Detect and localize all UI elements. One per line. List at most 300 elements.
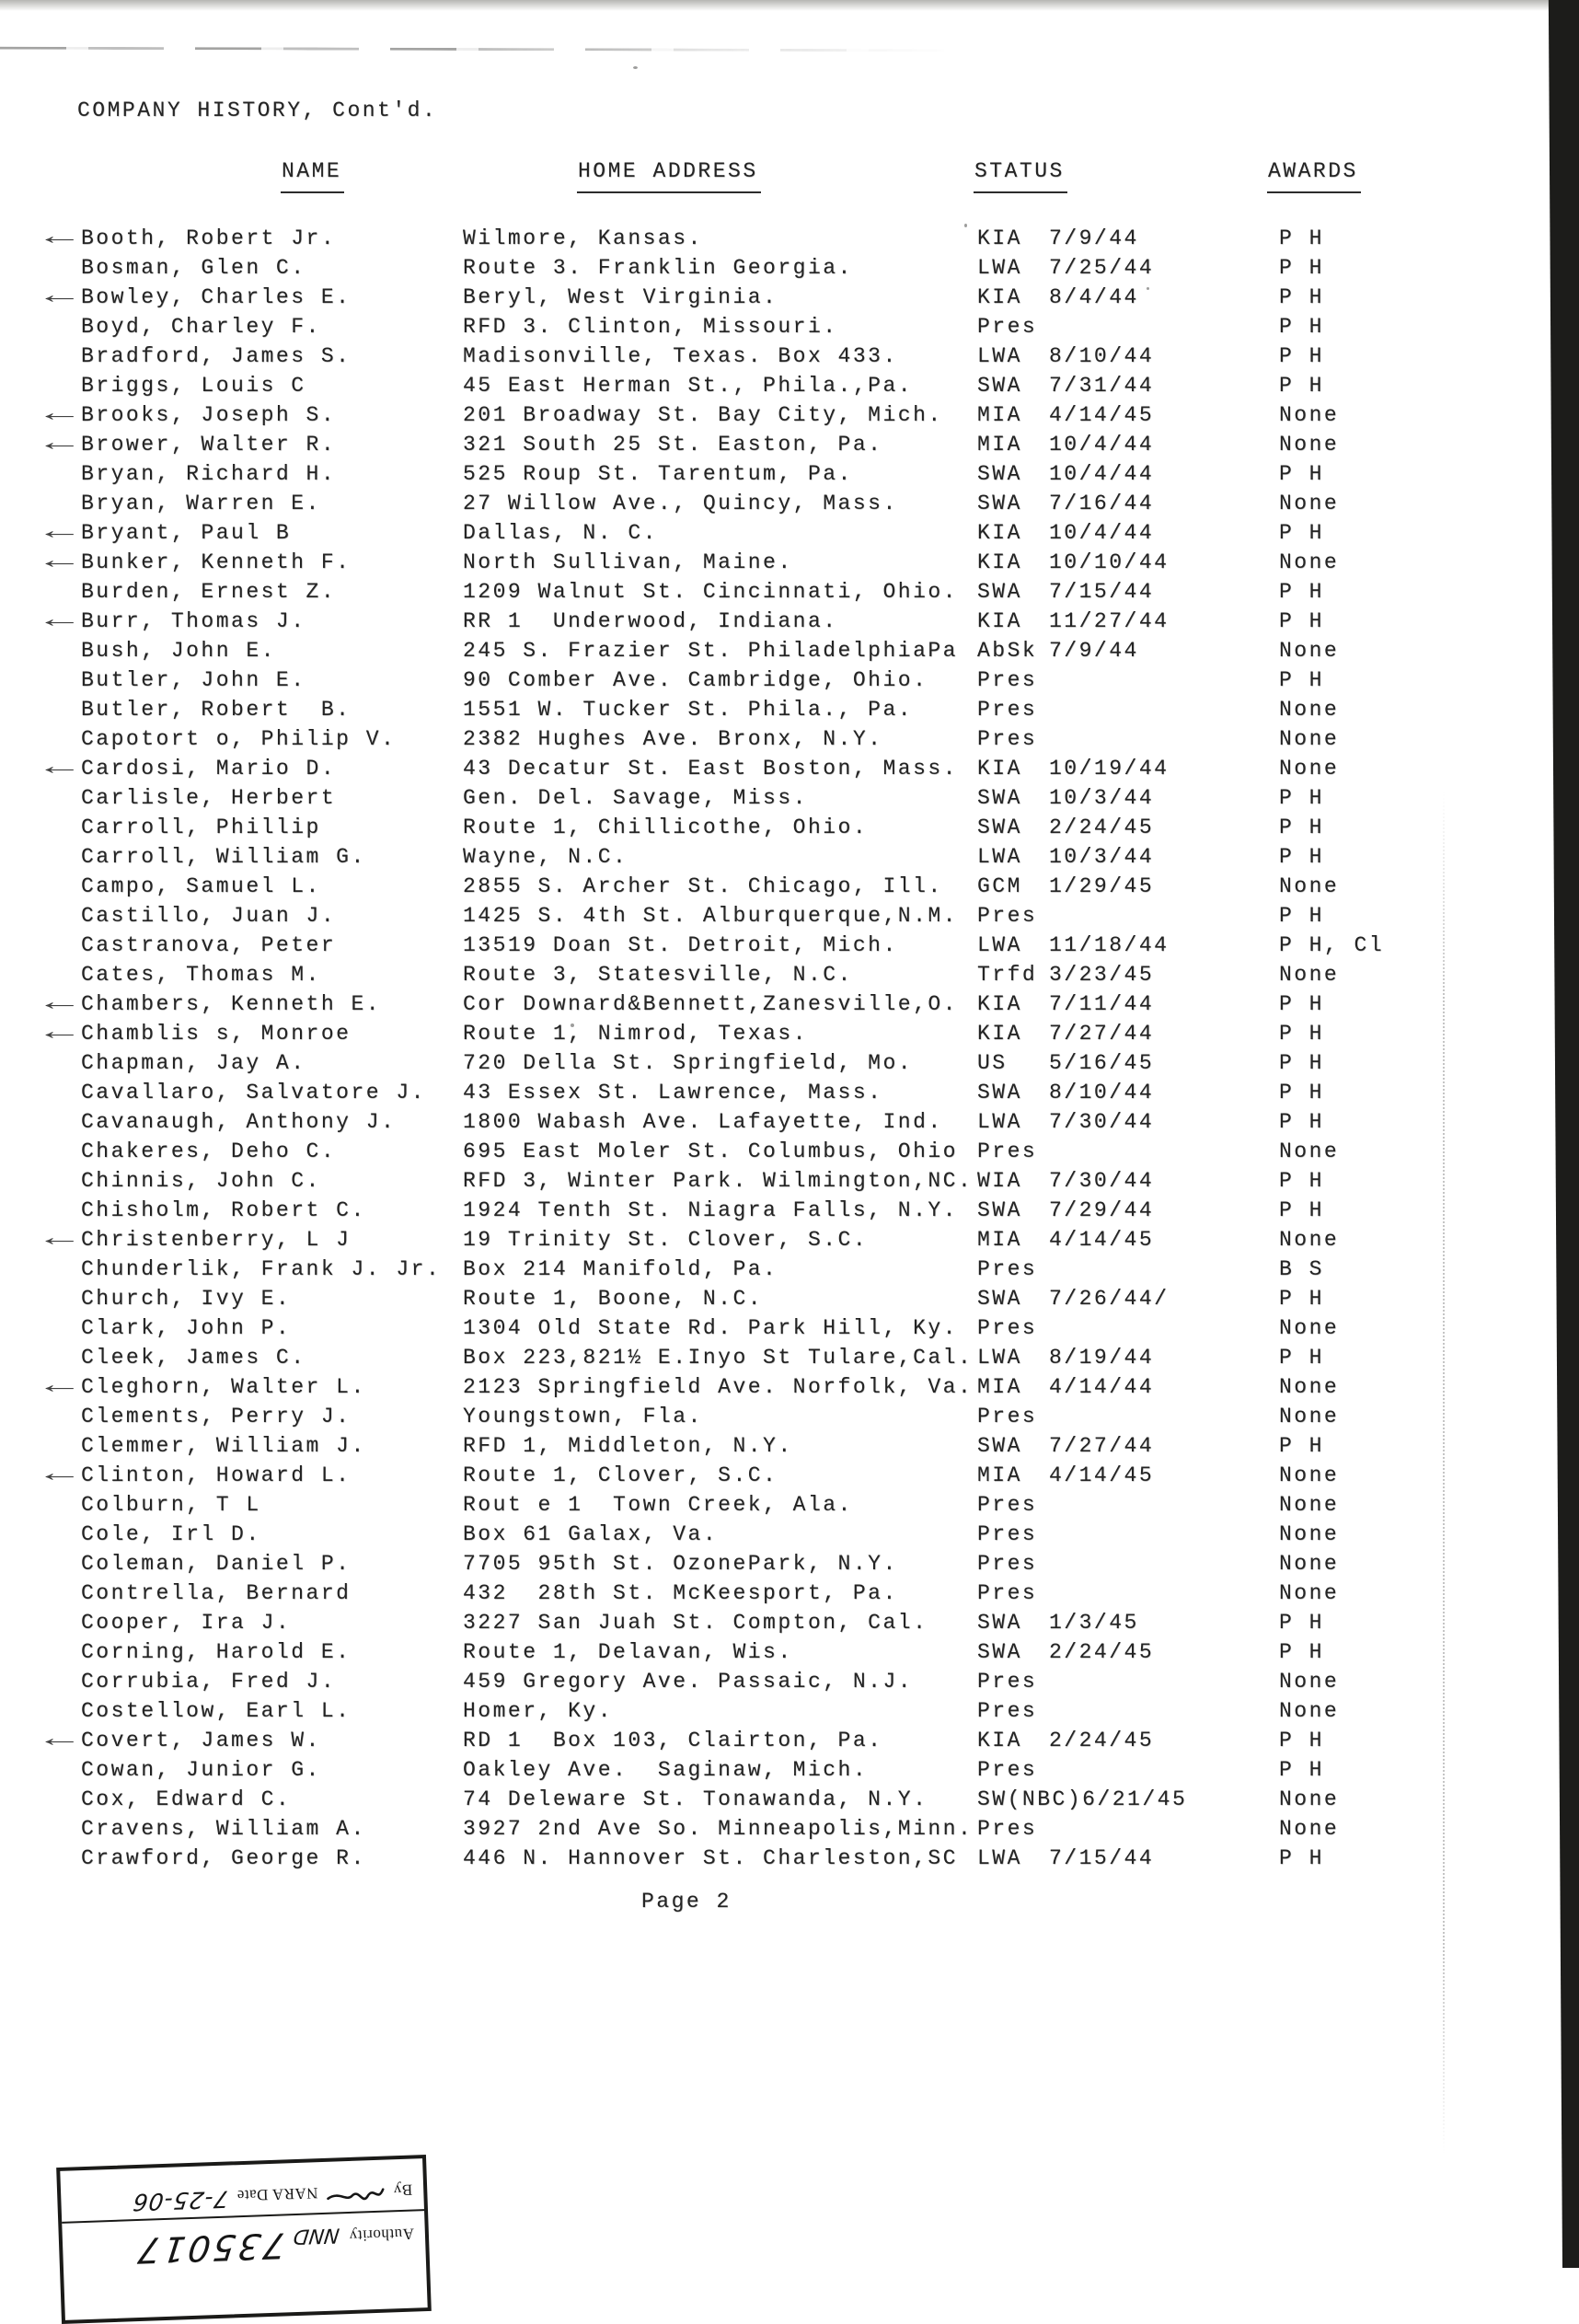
status-date: 6/21/45	[1082, 1787, 1188, 1811]
table-row	[0, 1549, 1546, 1578]
home-address: 1304 Old State Rd. Park Hill, Ky.	[463, 1316, 958, 1340]
status-code: LWA	[977, 1110, 1022, 1134]
stamp-nara-date-label: NARA Date	[236, 2184, 318, 2205]
stamp-authority-label: Authority	[349, 2225, 415, 2246]
awards-cell: None	[1279, 550, 1340, 574]
status-date: 1/3/45	[1049, 1611, 1139, 1635]
table-row	[0, 1372, 1546, 1402]
status-date: 5/16/45	[1049, 1051, 1155, 1075]
status-cell	[977, 872, 1279, 901]
soldier-name: Boyd, Charley F.	[81, 315, 321, 339]
home-address: Wilmore, Kansas.	[463, 226, 703, 250]
status-cell	[977, 1608, 1279, 1637]
awards-cell: P H, Cl	[1279, 933, 1385, 957]
nara-declassification-stamp	[56, 2155, 432, 2324]
status-code: GCM	[977, 874, 1022, 898]
awards-cell: P H	[1279, 521, 1324, 545]
awards-cell: P H	[1279, 992, 1324, 1016]
home-address: Box 61 Galax, Va.	[463, 1522, 719, 1546]
awards-cell: None	[1279, 491, 1340, 515]
home-address: Beryl, West Virginia.	[463, 285, 778, 309]
status-code: SWA	[977, 1081, 1022, 1104]
table-row	[0, 1137, 1546, 1166]
status-code: KIA	[977, 285, 1022, 309]
status-cell	[977, 430, 1279, 459]
awards-cell: P H	[1279, 344, 1324, 368]
home-address: Route 1, Clover, S.C.	[463, 1463, 778, 1487]
awards-cell: P H	[1279, 815, 1324, 839]
status-cell	[977, 842, 1279, 872]
status-cell	[977, 1225, 1279, 1254]
awards-cell: P H	[1279, 609, 1324, 633]
home-address: 2855 S. Archer St. Chicago, Ill.	[463, 874, 943, 898]
awards-cell: P H	[1279, 1169, 1324, 1193]
home-address: RFD 3, Winter Park. Wilmington,NC.	[463, 1169, 974, 1193]
table-row	[0, 695, 1546, 724]
status-cell	[977, 901, 1279, 931]
status-date: 8/10/44	[1049, 344, 1155, 368]
status-cell	[977, 1814, 1279, 1844]
status-date: 8/10/44	[1049, 1081, 1155, 1104]
status-date: 10/4/44	[1049, 521, 1155, 545]
status-cell	[977, 518, 1279, 548]
soldier-name: Cardosi, Mario D.	[81, 757, 337, 780]
column-header-status: STATUS	[974, 156, 1067, 193]
table-row	[0, 1078, 1546, 1107]
home-address: RFD 3. Clinton, Missouri.	[463, 315, 838, 339]
status-code: SWA	[977, 786, 1022, 810]
home-address: RD 1 Box 103, Clairton, Pa.	[463, 1729, 883, 1752]
pencil-arrow-mark: ←	[45, 1373, 78, 1401]
status-cell	[977, 1431, 1279, 1461]
soldier-name: Chunderlik, Frank J. Jr.	[81, 1257, 442, 1281]
table-row	[0, 1313, 1546, 1343]
soldier-name: Clinton, Howard L.	[81, 1463, 352, 1487]
awards-cell: P H	[1279, 1434, 1324, 1458]
status-code: Pres	[977, 1817, 1038, 1841]
table-row	[0, 224, 1546, 253]
home-address: 43 Decatur St. East Boston, Mass.	[463, 757, 958, 780]
soldier-name: Chinnis, John C.	[81, 1169, 321, 1193]
soldier-name: Cavallaro, Salvatore J.	[81, 1081, 426, 1104]
status-cell	[977, 400, 1279, 430]
table-row	[0, 1814, 1546, 1844]
table-row	[0, 665, 1546, 695]
awards-cell: None	[1279, 1581, 1340, 1605]
status-date: 7/26/44/	[1049, 1287, 1170, 1311]
table-row	[0, 1461, 1546, 1490]
stamp-date-value: 7-25-06	[131, 2185, 231, 2216]
awards-cell: P H	[1279, 845, 1324, 869]
soldier-name: Christenberry, L J	[81, 1228, 352, 1252]
soldier-name: Carroll, William G.	[81, 845, 366, 869]
soldier-name: Chakeres, Deho C.	[81, 1139, 337, 1163]
home-address: 1800 Wabash Ave. Lafayette, Ind.	[463, 1110, 943, 1134]
table-row	[0, 518, 1546, 548]
home-address: 45 East Herman St., Phila.,Pa.	[463, 374, 914, 398]
pencil-arrow-mark: ←	[45, 431, 78, 458]
awards-cell: None	[1279, 698, 1340, 722]
status-date: 10/3/44	[1049, 786, 1155, 810]
status-cell	[977, 1402, 1279, 1431]
soldier-name: Castillo, Juan J.	[81, 904, 337, 928]
status-cell	[977, 1844, 1279, 1873]
status-cell	[977, 813, 1279, 842]
status-cell	[977, 1785, 1279, 1814]
status-code: Pres	[977, 1522, 1038, 1546]
soldier-name: Butler, John E.	[81, 668, 306, 692]
table-row	[0, 548, 1546, 577]
awards-cell: P H	[1279, 1611, 1324, 1635]
table-row	[0, 577, 1546, 607]
home-address: 1425 S. 4th St. Alburquerque,N.M.	[463, 904, 958, 928]
awards-cell: None	[1279, 1552, 1340, 1576]
soldier-name: Cavanaugh, Anthony J.	[81, 1110, 397, 1134]
table-row	[0, 1196, 1546, 1225]
status-code: LWA	[977, 933, 1022, 957]
status-cell	[977, 1520, 1279, 1549]
status-code: Pres	[977, 698, 1038, 722]
awards-cell: None	[1279, 1493, 1340, 1517]
soldier-name: Cox, Edward C.	[81, 1787, 292, 1811]
pencil-arrow-mark: ←	[45, 225, 78, 252]
status-code: Pres	[977, 1316, 1038, 1340]
awards-cell: None	[1279, 433, 1340, 457]
status-code: Pres	[977, 1758, 1038, 1782]
status-code: KIA	[977, 1022, 1022, 1046]
status-code: SWA	[977, 462, 1022, 486]
status-cell	[977, 1755, 1279, 1785]
awards-cell: P H	[1279, 1729, 1324, 1752]
status-code: LWA	[977, 1846, 1022, 1870]
status-date: 7/11/44	[1049, 992, 1155, 1016]
soldier-name: Chisholm, Robert C.	[81, 1198, 366, 1222]
home-address: Oakley Ave. Saginaw, Mich.	[463, 1758, 869, 1782]
status-code: MIA	[977, 1375, 1022, 1399]
soldier-name: Cravens, William A.	[81, 1817, 366, 1841]
status-date: 1/29/45	[1049, 874, 1155, 898]
status-code: LWA	[977, 1346, 1022, 1370]
status-code: AbSk	[977, 639, 1038, 663]
awards-cell: P H	[1279, 1758, 1324, 1782]
awards-cell: None	[1279, 1139, 1340, 1163]
status-date: 11/18/44	[1049, 933, 1170, 957]
table-row	[0, 1343, 1546, 1372]
status-cell	[977, 253, 1279, 283]
status-date: 7/27/44	[1049, 1434, 1155, 1458]
status-cell	[977, 1313, 1279, 1343]
table-row	[0, 872, 1546, 901]
status-date: 7/30/44	[1049, 1110, 1155, 1134]
status-code: SWA	[977, 491, 1022, 515]
status-cell	[977, 754, 1279, 783]
status-code: LWA	[977, 256, 1022, 280]
status-date: 7/25/44	[1049, 256, 1155, 280]
awards-cell: None	[1279, 1817, 1340, 1841]
pencil-arrow-mark: ←	[45, 1020, 78, 1047]
status-date: 10/19/44	[1049, 757, 1170, 780]
roster-rows	[0, 224, 1546, 1873]
soldier-name: Cole, Irl D.	[81, 1522, 261, 1546]
scan-top-shadow	[0, 0, 1579, 11]
status-cell	[977, 695, 1279, 724]
awards-cell: None	[1279, 1699, 1340, 1723]
awards-cell: None	[1279, 1787, 1340, 1811]
status-cell	[977, 1343, 1279, 1372]
status-cell	[977, 548, 1279, 577]
status-cell	[977, 989, 1279, 1019]
soldier-name: Carlisle, Herbert	[81, 786, 337, 810]
status-cell	[977, 283, 1279, 312]
status-cell	[977, 1372, 1279, 1402]
home-address: Wayne, N.C.	[463, 845, 628, 869]
table-row	[0, 1578, 1546, 1608]
status-code: KIA	[977, 550, 1022, 574]
soldier-name: Clements, Perry J.	[81, 1405, 352, 1428]
awards-cell: None	[1279, 1405, 1340, 1428]
status-code: MIA	[977, 433, 1022, 457]
pencil-arrow-mark: ←	[45, 519, 78, 547]
home-address: Madisonville, Texas. Box 433.	[463, 344, 898, 368]
home-address: 432 28th St. McKeesport, Pa.	[463, 1581, 898, 1605]
status-code: Trfd	[977, 963, 1038, 987]
table-row	[0, 283, 1546, 312]
status-date: 2/24/45	[1049, 815, 1155, 839]
awards-cell: B S	[1279, 1257, 1324, 1281]
status-code: MIA	[977, 1228, 1022, 1252]
awards-cell: P H	[1279, 1846, 1324, 1870]
home-address: 2123 Springfield Ave. Norfolk, Va.	[463, 1375, 974, 1399]
table-row	[0, 636, 1546, 665]
status-date: 7/27/44	[1049, 1022, 1155, 1046]
status-code: KIA	[977, 226, 1022, 250]
home-address: Route 1, Nimrod, Texas.	[463, 1022, 808, 1046]
awards-cell: None	[1279, 403, 1340, 427]
awards-cell: None	[1279, 639, 1340, 663]
status-date: 4/14/45	[1049, 1463, 1155, 1487]
table-row	[0, 1254, 1546, 1284]
soldier-name: Booth, Robert Jr.	[81, 226, 337, 250]
awards-cell: None	[1279, 1670, 1340, 1694]
pencil-arrow-mark: ←	[45, 1462, 78, 1489]
awards-cell: P H	[1279, 1022, 1324, 1046]
soldier-name: Colburn, T L	[81, 1493, 261, 1517]
awards-cell: P H	[1279, 1198, 1324, 1222]
status-code: SWA	[977, 580, 1022, 604]
table-row	[0, 1667, 1546, 1696]
awards-cell: P H	[1279, 1110, 1324, 1134]
status-code: KIA	[977, 521, 1022, 545]
awards-cell: P H	[1279, 256, 1324, 280]
status-code: KIA	[977, 609, 1022, 633]
soldier-name: Bowley, Charles E.	[81, 285, 352, 309]
awards-cell: P H	[1279, 1287, 1324, 1311]
soldier-name: Corrubia, Fred J.	[81, 1670, 337, 1694]
table-row	[0, 489, 1546, 518]
soldier-name: Bradford, James S.	[81, 344, 352, 368]
status-date: 10/4/44	[1049, 433, 1155, 457]
home-address: 459 Gregory Ave. Passaic, N.J.	[463, 1670, 914, 1694]
status-code: Pres	[977, 1139, 1038, 1163]
awards-cell: P H	[1279, 462, 1324, 486]
stamp-authority-number-prefix: NND	[292, 2223, 341, 2249]
status-code: LWA	[977, 344, 1022, 368]
status-cell	[977, 931, 1279, 960]
soldier-name: Brower, Walter R.	[81, 433, 337, 457]
awards-cell: P H	[1279, 1346, 1324, 1370]
status-code: KIA	[977, 757, 1022, 780]
awards-cell: None	[1279, 1228, 1340, 1252]
column-header-name: NAME	[281, 156, 344, 193]
awards-cell: P H	[1279, 668, 1324, 692]
soldier-name: Butler, Robert B.	[81, 698, 352, 722]
home-address: 1924 Tenth St. Niagra Falls, N.Y.	[463, 1198, 958, 1222]
status-date: 2/24/45	[1049, 1640, 1155, 1664]
status-date: 7/16/44	[1049, 491, 1155, 515]
awards-cell: P H	[1279, 904, 1324, 928]
home-address: Route 1, Delavan, Wis.	[463, 1640, 793, 1664]
status-code: Pres	[977, 1581, 1038, 1605]
table-row	[0, 371, 1546, 400]
table-row	[0, 1490, 1546, 1520]
status-code: SWA	[977, 1611, 1022, 1635]
status-cell	[977, 1166, 1279, 1196]
soldier-name: Cleek, James C.	[81, 1346, 306, 1370]
awards-cell: P H	[1279, 374, 1324, 398]
status-cell	[977, 1048, 1279, 1078]
awards-cell: None	[1279, 1522, 1340, 1546]
status-date: 10/10/44	[1049, 550, 1170, 574]
status-code: MIA	[977, 1463, 1022, 1487]
home-address: Rout e 1 Town Creek, Ala.	[463, 1493, 853, 1517]
awards-cell: P H	[1279, 1081, 1324, 1104]
home-address: 19 Trinity St. Clover, S.C.	[463, 1228, 869, 1252]
home-address: Youngstown, Fla.	[463, 1405, 703, 1428]
soldier-name: Castranova, Peter	[81, 933, 337, 957]
status-code: Pres	[977, 1257, 1038, 1281]
awards-cell: None	[1279, 1316, 1340, 1340]
soldier-name: Crawford, George R.	[81, 1846, 366, 1870]
table-row	[0, 1284, 1546, 1313]
status-cell	[977, 1726, 1279, 1755]
table-row	[0, 1637, 1546, 1667]
soldier-name: Bush, John E.	[81, 639, 276, 663]
status-code: Pres	[977, 315, 1038, 339]
status-cell	[977, 489, 1279, 518]
document-title: COMPANY HISTORY, Cont'd.	[77, 98, 438, 122]
table-row	[0, 341, 1546, 371]
status-code: Pres	[977, 1699, 1038, 1723]
soldier-name: Chamblis s, Monroe	[81, 1022, 352, 1046]
status-code: Pres	[977, 1493, 1038, 1517]
home-address: Dallas, N. C.	[463, 521, 658, 545]
status-cell	[977, 371, 1279, 400]
pencil-arrow-mark: ←	[45, 401, 78, 429]
pencil-arrow-mark: ←	[45, 1727, 78, 1754]
soldier-name: Campo, Samuel L.	[81, 874, 321, 898]
awards-cell: None	[1279, 727, 1340, 751]
status-date: 7/30/44	[1049, 1169, 1155, 1193]
table-row	[0, 430, 1546, 459]
home-address: 43 Essex St. Lawrence, Mass.	[463, 1081, 883, 1104]
home-address: Route 3. Franklin Georgia.	[463, 256, 853, 280]
awards-cell: P H	[1279, 285, 1324, 309]
column-header-address: HOME ADDRESS	[577, 156, 761, 193]
status-cell	[977, 636, 1279, 665]
awards-cell: P H	[1279, 1640, 1324, 1664]
status-date: 8/4/44	[1049, 285, 1139, 309]
home-address: Box 223,821½ E.Inyo St Tulare,Cal.	[463, 1346, 974, 1370]
table-row	[0, 459, 1546, 489]
home-address: Cor Downard&Bennett,Zanesville,O.	[463, 992, 958, 1016]
soldier-name: Briggs, Louis C	[81, 374, 306, 398]
home-address: 7705 95th St. OzonePark, N.Y.	[463, 1552, 898, 1576]
status-code: KIA	[977, 992, 1022, 1016]
status-date: 2/24/45	[1049, 1729, 1155, 1752]
status-code: SWA	[977, 1287, 1022, 1311]
home-address: 90 Comber Ave. Cambridge, Ohio.	[463, 668, 928, 692]
signature-mark	[326, 2182, 386, 2206]
home-address: 1209 Walnut St. Cincinnati, Ohio.	[463, 580, 958, 604]
home-address: 27 Willow Ave., Quincy, Mass.	[463, 491, 898, 515]
status-cell	[977, 1549, 1279, 1578]
home-address: Route 1, Boone, N.C.	[463, 1287, 764, 1311]
table-row	[0, 1225, 1546, 1254]
table-row	[0, 1048, 1546, 1078]
home-address: 74 Deleware St. Tonawanda, N.Y.	[463, 1787, 928, 1811]
pencil-arrow-mark: ←	[45, 607, 78, 635]
awards-cell: P H	[1279, 1051, 1324, 1075]
status-code: SWA	[977, 1640, 1022, 1664]
table-row	[0, 960, 1546, 989]
status-code: SWA	[977, 374, 1022, 398]
status-date: 10/4/44	[1049, 462, 1155, 486]
table-row	[0, 1019, 1546, 1048]
status-date: 8/19/44	[1049, 1346, 1155, 1370]
status-code: SWA	[977, 1434, 1022, 1458]
table-row	[0, 1755, 1546, 1785]
home-address: Box 214 Manifold, Pa.	[463, 1257, 778, 1281]
status-cell	[977, 224, 1279, 253]
status-code: WIA	[977, 1169, 1022, 1193]
status-cell	[977, 577, 1279, 607]
status-cell	[977, 1490, 1279, 1520]
table-row	[0, 607, 1546, 636]
awards-cell: None	[1279, 874, 1340, 898]
status-code: Pres	[977, 904, 1038, 928]
status-date: 4/14/45	[1049, 403, 1155, 427]
status-cell	[977, 1637, 1279, 1667]
awards-cell: None	[1279, 1375, 1340, 1399]
home-address: 720 Della St. Springfield, Mo.	[463, 1051, 914, 1075]
soldier-name: Chambers, Kenneth E.	[81, 992, 382, 1016]
status-code: Pres	[977, 1405, 1038, 1428]
status-cell	[977, 1196, 1279, 1225]
soldier-name: Chapman, Jay A.	[81, 1051, 306, 1075]
stamp-authority-number: 735017	[133, 2225, 288, 2272]
status-cell	[977, 312, 1279, 341]
soldier-name: Costellow, Earl L.	[81, 1699, 352, 1723]
home-address: 245 S. Frazier St. PhiladelphiaPa	[463, 639, 958, 663]
soldier-name: Clemmer, William J.	[81, 1434, 366, 1458]
status-code: Pres	[977, 668, 1038, 692]
home-address: 695 East Moler St. Columbus, Ohio	[463, 1139, 958, 1163]
soldier-name: Bryant, Paul B	[81, 521, 292, 545]
home-address: 13519 Doan St. Detroit, Mich.	[463, 933, 898, 957]
status-cell	[977, 1461, 1279, 1490]
status-date: 7/15/44	[1049, 1846, 1155, 1870]
soldier-name: Burr, Thomas J.	[81, 609, 306, 633]
